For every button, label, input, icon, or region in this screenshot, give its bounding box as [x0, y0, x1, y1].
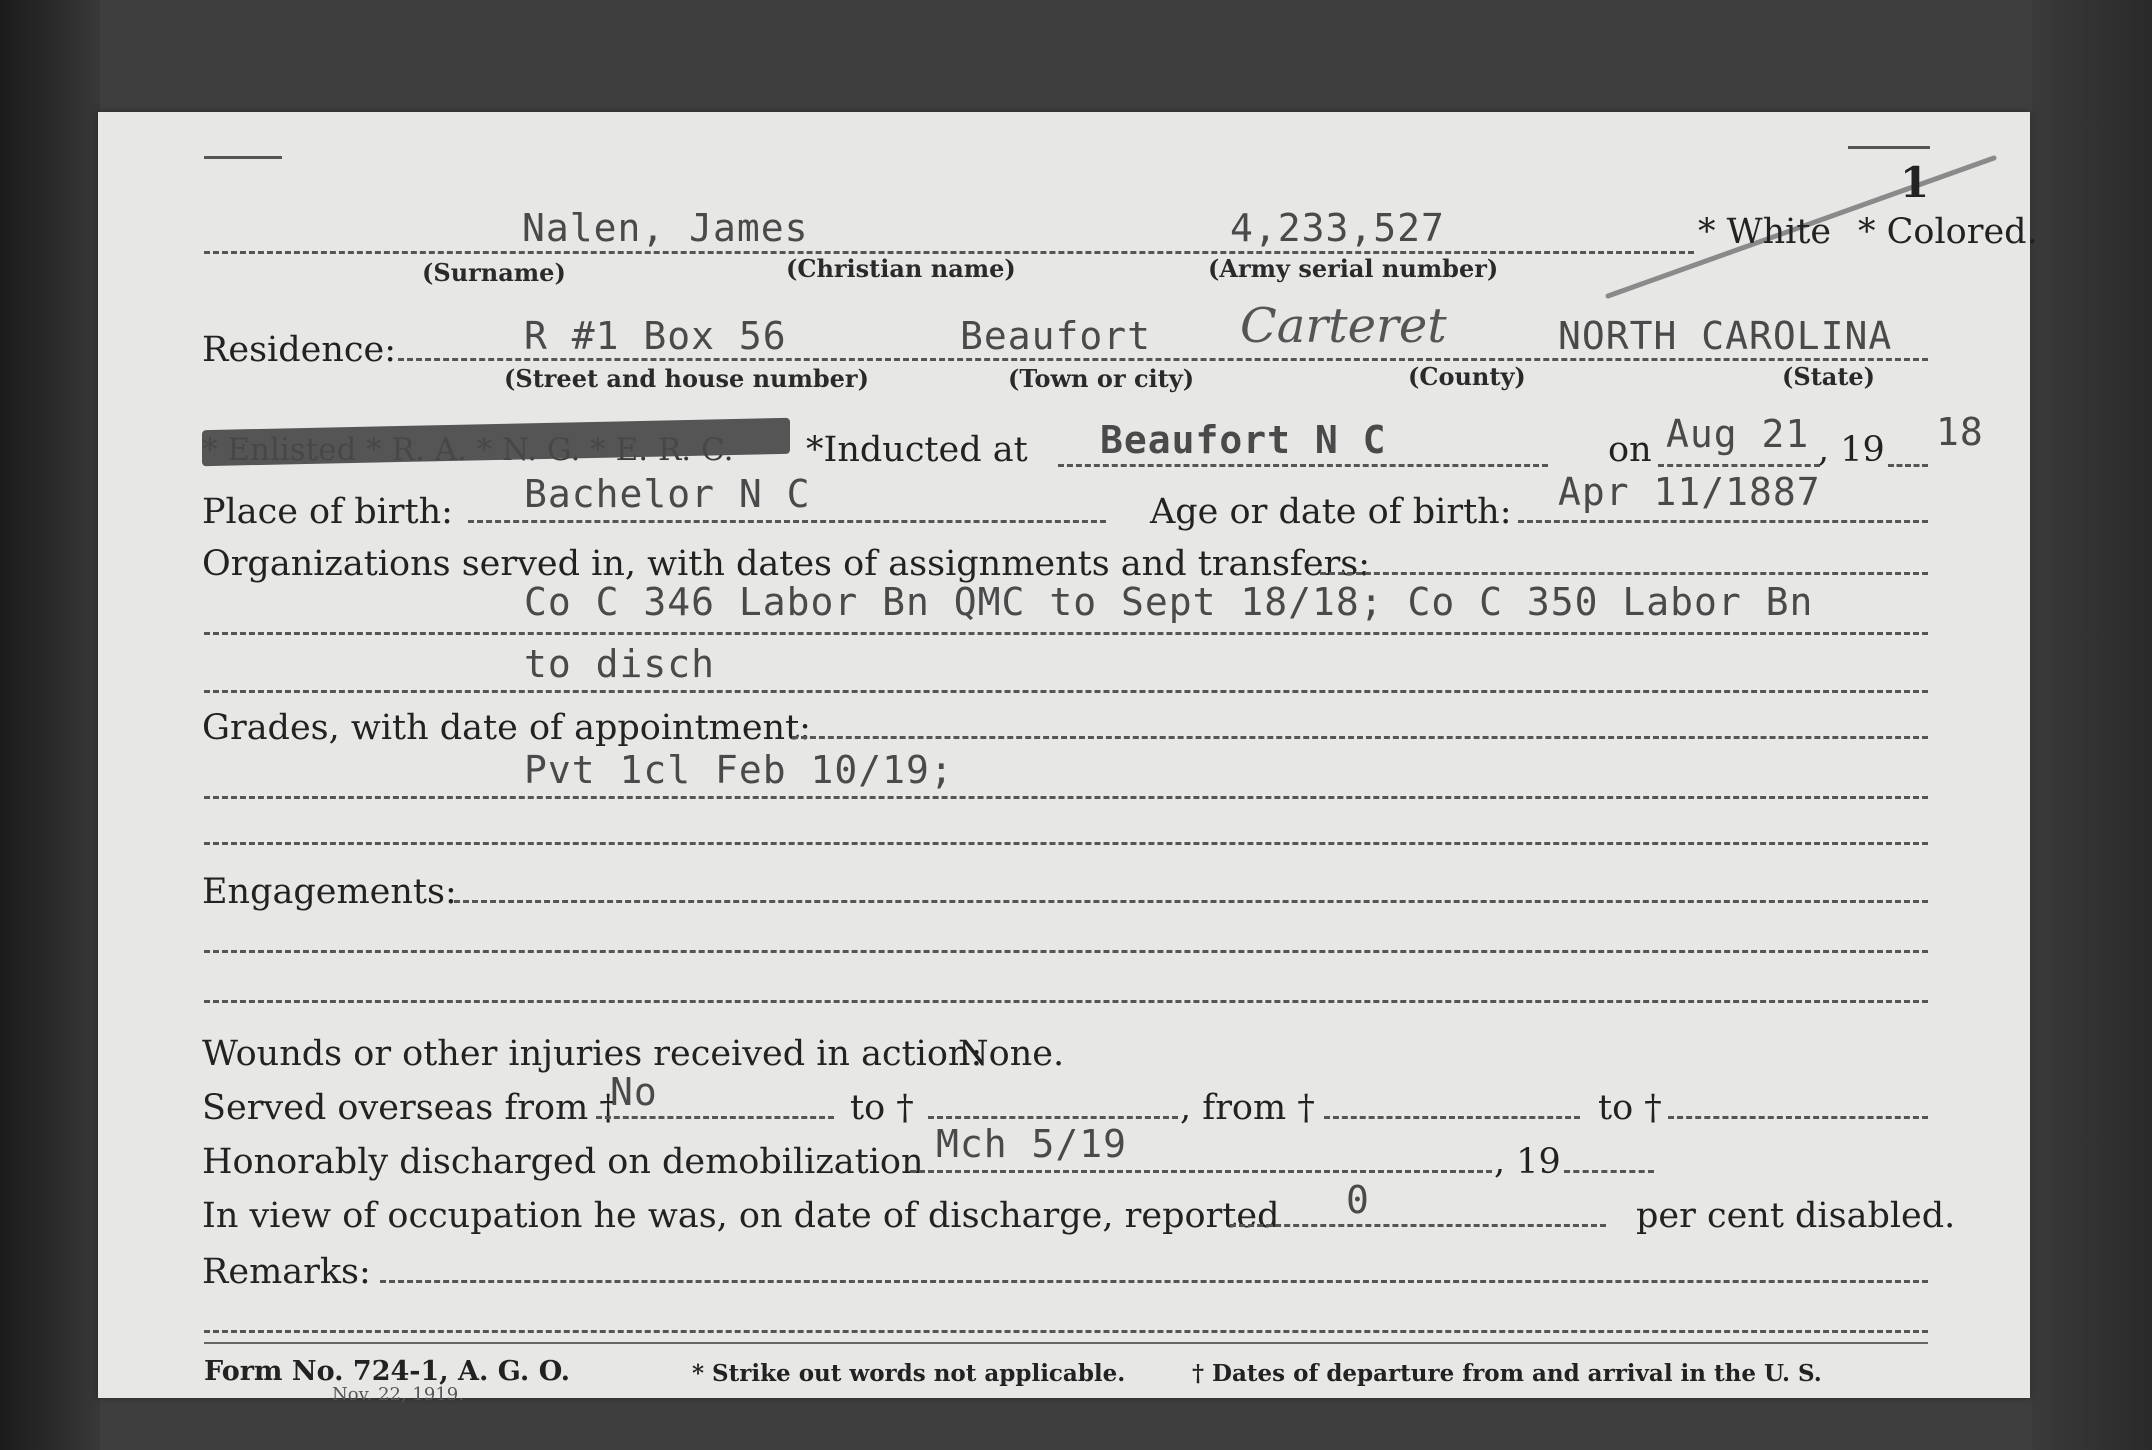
overseas-to-label: to † [850, 1088, 914, 1128]
disability-line [1230, 1224, 1606, 1227]
serial-caption: (Army serial number) [1208, 254, 1499, 283]
town-caption: (Town or city) [1008, 364, 1195, 393]
overseas-from2-label: , from † [1180, 1088, 1315, 1128]
residence-label: Residence: [202, 330, 396, 370]
discharge-year-label: , 19 [1494, 1142, 1561, 1182]
film-edge-left [0, 0, 100, 1450]
wounds-value: None. [958, 1034, 1065, 1074]
remarks-rule1 [204, 1330, 1928, 1333]
overseas-to2-label: to † [1598, 1088, 1662, 1128]
organizations-rule1 [204, 632, 1928, 635]
inducted-year-prefix: , 19 [1818, 430, 1885, 470]
discharge-label: Honorably discharged on demobilization [202, 1142, 924, 1182]
disability-label: In view of occupation he was, on date of discharge, reported [202, 1196, 1280, 1236]
race-white: * White [1698, 212, 1832, 252]
footer-rule [204, 1342, 1928, 1344]
discharge-date: Mch 5/19 [936, 1122, 1128, 1166]
grades-label: Grades, with date of appointment: [202, 708, 811, 748]
birth-date-label: Age or date of birth: [1150, 492, 1512, 532]
discharge-date-line [910, 1170, 1492, 1173]
remarks-label: Remarks: [202, 1252, 371, 1292]
residence-town: Beaufort [960, 314, 1152, 358]
overseas-from2-line [1324, 1116, 1580, 1119]
dates-note: † Dates of departure from and arrival in the U. S. [1192, 1360, 1822, 1387]
residence-street: R #1 Box 56 [524, 314, 787, 358]
grades-line1: Pvt 1cl Feb 10/19; [524, 748, 954, 792]
form-number: Form No. 724-1, A. G. O. [204, 1356, 571, 1387]
race-colored: * Colored. [1858, 212, 2038, 252]
birth-place-value: Bachelor N C [524, 472, 811, 516]
inducted-year: 18 [1936, 410, 1984, 454]
organizations-label-line [1320, 572, 1928, 575]
grades-rule1 [204, 796, 1928, 799]
disability-value: 0 [1346, 1178, 1370, 1222]
residence-county: Carteret [1240, 298, 1447, 354]
residence-state: NORTH CAROLINA [1558, 314, 1893, 358]
page-number: 1 [1900, 158, 1930, 207]
engagements-rule2 [204, 1000, 1928, 1003]
overseas-from-value: No [610, 1070, 658, 1114]
strike-note: * Strike out words not applicable. [692, 1360, 1126, 1387]
organizations-label: Organizations served in, with dates of assignments and transfers: [202, 544, 1371, 584]
serial-value: 4,233,527 [1230, 206, 1445, 250]
disability-suffix: per cent disabled. [1636, 1196, 1956, 1236]
overseas-label: Served overseas from † [202, 1088, 617, 1128]
birth-place-line [468, 520, 1106, 523]
inducted-line [1058, 464, 1548, 467]
christian-name-caption: (Christian name) [786, 254, 1016, 283]
inducted-label: *Inducted at [806, 430, 1028, 470]
birth-date-line [1518, 520, 1928, 523]
wounds-label: Wounds or other injuries received in action: [202, 1034, 983, 1074]
overseas-from-line [596, 1116, 834, 1119]
surname-caption: (Surname) [422, 258, 566, 287]
residence-line [398, 358, 1928, 361]
organizations-line2: to disch [524, 642, 716, 686]
state-caption: (State) [1782, 362, 1876, 391]
engagements-label: Engagements: [202, 872, 457, 912]
grades-rule2 [204, 842, 1928, 845]
inducted-date: Aug 21 [1666, 412, 1810, 456]
service-record-card [98, 112, 2038, 1405]
grades-label-line [792, 736, 1928, 739]
birth-place-label: Place of birth: [202, 492, 453, 532]
organizations-line1: Co C 346 Labor Bn QMC to Sept 18/18; Co C 350 Labor Bn [524, 580, 1814, 624]
inducted-at-value: Beaufort N C [1100, 418, 1387, 462]
inducted-year-line [1888, 464, 1928, 467]
inducted-date-line [1658, 464, 1820, 467]
engagements-rule1 [204, 950, 1928, 953]
corner-mark-left [204, 156, 282, 159]
engagements-label-line [454, 900, 1928, 903]
form-date: Nov. 22, 1919. [332, 1384, 464, 1405]
inducted-on-label: on [1608, 430, 1652, 470]
name-value: Nalen, James [522, 206, 809, 250]
street-caption: (Street and house number) [504, 364, 869, 393]
discharge-year-line [1564, 1170, 1654, 1173]
birth-date-value: Apr 11/1887 [1558, 470, 1821, 514]
organizations-rule2 [204, 690, 1928, 693]
overseas-to2-line [1668, 1116, 1928, 1119]
overseas-to-line [928, 1116, 1178, 1119]
county-caption: (County) [1408, 362, 1526, 391]
film-edge-right [2032, 0, 2152, 1450]
remarks-label-line [380, 1280, 1928, 1283]
